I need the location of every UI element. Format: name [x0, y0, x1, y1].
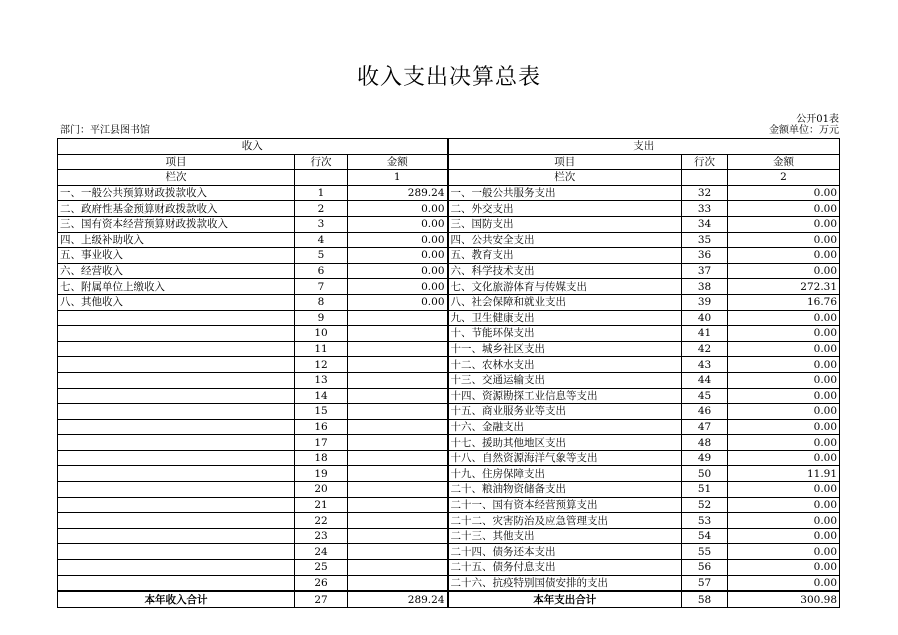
income-line-no: 16 — [295, 419, 348, 435]
income-amount: 0.00 — [348, 232, 448, 248]
expense-line-no: 53 — [682, 513, 728, 529]
income-amount — [348, 341, 448, 357]
income-amount — [348, 388, 448, 404]
income-total-line: 27 — [295, 591, 348, 607]
table-row — [58, 482, 840, 498]
expense-line-no: 38 — [682, 279, 728, 295]
table-row — [58, 419, 840, 435]
income-line-no: 14 — [295, 388, 348, 404]
income-line-no: 24 — [295, 544, 348, 560]
income-amount: 0.00 — [348, 279, 448, 295]
expense-amount: 0.00 — [728, 513, 840, 529]
income-line-no: 7 — [295, 279, 348, 295]
table-row — [58, 575, 840, 591]
expense-line-no: 56 — [682, 560, 728, 576]
income-amount — [348, 326, 448, 342]
table-row — [58, 279, 840, 295]
income-amount — [348, 482, 448, 498]
income-amount: 0.00 — [348, 248, 448, 264]
expense-amount: 272.31 — [728, 279, 840, 295]
expense-line-no: 46 — [682, 404, 728, 420]
table-row — [58, 404, 840, 420]
income-amount: 0.00 — [348, 216, 448, 232]
income-item-header: 项目 — [58, 154, 295, 170]
expense-item-name: 二十三、其他支出 — [448, 528, 682, 544]
expense-item-name: 十二、农林水支出 — [448, 357, 682, 373]
income-line-header: 行次 — [295, 154, 348, 170]
income-item-name: 四、上级补助收入 — [58, 232, 295, 248]
expense-line-no: 45 — [682, 388, 728, 404]
expense-amount: 0.00 — [728, 201, 840, 217]
expense-item-name: 十、节能环保支出 — [448, 326, 682, 342]
income-amount-header: 金额 — [348, 154, 448, 170]
expense-item-name: 八、社会保障和就业支出 — [448, 294, 682, 310]
expense-item-name: 五、教育支出 — [448, 248, 682, 264]
expense-amount: 0.00 — [728, 435, 840, 451]
income-line-no: 3 — [295, 216, 348, 232]
expense-amount: 0.00 — [728, 326, 840, 342]
expense-item-name: 二十、粮油物资储备支出 — [448, 482, 682, 498]
expense-total-label: 本年支出合计 — [448, 591, 682, 607]
unit-label: 金额单位：万元 — [769, 125, 839, 136]
expense-item-name: 十六、金融支出 — [448, 419, 682, 435]
table-row — [58, 185, 840, 201]
table-row — [58, 294, 840, 310]
expense-item-name: 二十六、抗疫特别国债安排的支出 — [448, 575, 682, 591]
income-amount — [348, 560, 448, 576]
table-row — [58, 528, 840, 544]
table-row — [58, 497, 840, 513]
income-item-name: 六、经营收入 — [58, 263, 295, 279]
expense-item-name: 一、一般公共服务支出 — [448, 185, 682, 201]
income-line-no: 5 — [295, 248, 348, 264]
expense-amount: 0.00 — [728, 482, 840, 498]
expense-line-no: 39 — [682, 294, 728, 310]
expense-item-name: 七、文化旅游体育与传媒支出 — [448, 279, 682, 295]
expense-section-header: 支出 — [448, 139, 840, 155]
expense-amount: 0.00 — [728, 263, 840, 279]
income-line-no: 9 — [295, 310, 348, 326]
income-amount — [348, 575, 448, 591]
income-item-name — [58, 513, 295, 529]
income-item-name — [58, 544, 295, 560]
income-amount — [348, 513, 448, 529]
income-total-label: 本年收入合计 — [58, 591, 295, 607]
expense-item-name: 二十四、债务还本支出 — [448, 544, 682, 560]
expense-amount: 11.91 — [728, 466, 840, 482]
income-line-no: 1 — [295, 185, 348, 201]
table-row — [58, 216, 840, 232]
expense-line-no: 50 — [682, 466, 728, 482]
income-item-name — [58, 435, 295, 451]
expense-index-blank — [682, 170, 728, 186]
income-amount — [348, 450, 448, 466]
income-amount: 0.00 — [348, 294, 448, 310]
expense-amount: 16.76 — [728, 294, 840, 310]
income-line-no: 22 — [295, 513, 348, 529]
income-item-name — [58, 404, 295, 420]
income-item-name — [58, 450, 295, 466]
expense-amount: 0.00 — [728, 232, 840, 248]
section-header-row — [58, 139, 840, 155]
income-amount — [348, 357, 448, 373]
table-row — [58, 388, 840, 404]
expense-item-name: 三、国防支出 — [448, 216, 682, 232]
table-row — [58, 560, 840, 576]
expense-item-name: 十三、交通运输支出 — [448, 372, 682, 388]
expense-item-name: 十九、住房保障支出 — [448, 466, 682, 482]
income-line-no: 20 — [295, 482, 348, 498]
income-item-name: 三、国有资本经营预算财政拨款收入 — [58, 216, 295, 232]
expense-amount: 0.00 — [728, 185, 840, 201]
expense-line-no: 40 — [682, 310, 728, 326]
expense-total-amount: 300.98 — [728, 591, 840, 607]
expense-item-name: 二、外交支出 — [448, 201, 682, 217]
income-line-no: 6 — [295, 263, 348, 279]
expense-line-no: 44 — [682, 372, 728, 388]
expense-line-no: 35 — [682, 232, 728, 248]
table-row — [58, 357, 840, 373]
expense-amount: 0.00 — [728, 544, 840, 560]
table-row — [58, 435, 840, 451]
expense-line-header: 行次 — [682, 154, 728, 170]
expense-line-no: 47 — [682, 419, 728, 435]
expense-line-no: 37 — [682, 263, 728, 279]
income-item-name — [58, 326, 295, 342]
income-line-no: 8 — [295, 294, 348, 310]
table-row — [58, 513, 840, 529]
expense-item-name: 四、公共安全支出 — [448, 232, 682, 248]
income-item-name — [58, 310, 295, 326]
income-item-name — [58, 419, 295, 435]
income-amount — [348, 497, 448, 513]
expense-amount: 0.00 — [728, 450, 840, 466]
income-line-no: 19 — [295, 466, 348, 482]
form-code: 公开01表 — [796, 114, 839, 125]
income-item-name — [58, 575, 295, 591]
table-row — [58, 310, 840, 326]
income-item-name — [58, 466, 295, 482]
expense-line-no: 48 — [682, 435, 728, 451]
table-row — [58, 450, 840, 466]
income-line-no: 11 — [295, 341, 348, 357]
expense-item-name: 六、科学技术支出 — [448, 263, 682, 279]
income-index-blank — [295, 170, 348, 186]
income-item-name: 一、一般公共预算财政拨款收入 — [58, 185, 295, 201]
table-row — [58, 341, 840, 357]
department-label: 部门：平江县图书馆 — [60, 125, 150, 136]
income-item-name — [58, 341, 295, 357]
table-row — [58, 544, 840, 560]
income-expense-table — [57, 138, 840, 608]
income-col-index: 1 — [348, 170, 448, 186]
income-item-name — [58, 482, 295, 498]
income-amount: 289.24 — [348, 185, 448, 201]
table-row — [58, 263, 840, 279]
expense-item-name: 十八、自然资源海洋气象等支出 — [448, 450, 682, 466]
income-total-amount: 289.24 — [348, 591, 448, 607]
totals-row — [58, 591, 840, 607]
income-amount — [348, 466, 448, 482]
expense-item-name: 二十二、灾害防治及应急管理支出 — [448, 513, 682, 529]
income-line-no: 25 — [295, 560, 348, 576]
expense-amount: 0.00 — [728, 528, 840, 544]
expense-line-no: 55 — [682, 544, 728, 560]
expense-amount: 0.00 — [728, 357, 840, 373]
income-amount: 0.00 — [348, 201, 448, 217]
income-amount: 0.00 — [348, 263, 448, 279]
income-section-header: 收入 — [58, 139, 448, 155]
table-row — [58, 232, 840, 248]
income-item-name — [58, 560, 295, 576]
income-amount — [348, 528, 448, 544]
income-line-no: 21 — [295, 497, 348, 513]
expense-amount: 0.00 — [728, 419, 840, 435]
income-line-no: 13 — [295, 372, 348, 388]
income-item-name: 八、其他收入 — [58, 294, 295, 310]
income-amount — [348, 435, 448, 451]
expense-amount: 0.00 — [728, 310, 840, 326]
expense-line-no: 36 — [682, 248, 728, 264]
expense-line-no: 52 — [682, 497, 728, 513]
income-item-name — [58, 357, 295, 373]
expense-amount: 0.00 — [728, 248, 840, 264]
expense-line-no: 32 — [682, 185, 728, 201]
income-line-no: 17 — [295, 435, 348, 451]
table-row — [58, 326, 840, 342]
income-line-no: 12 — [295, 357, 348, 373]
expense-amount: 0.00 — [728, 216, 840, 232]
expense-item-name: 十五、商业服务业等支出 — [448, 404, 682, 420]
expense-line-no: 57 — [682, 575, 728, 591]
expense-total-line: 58 — [682, 591, 728, 607]
table-row — [58, 372, 840, 388]
income-item-name: 七、附属单位上缴收入 — [58, 279, 295, 295]
income-item-name — [58, 388, 295, 404]
income-line-no: 4 — [295, 232, 348, 248]
expense-amount: 0.00 — [728, 575, 840, 591]
income-item-name — [58, 497, 295, 513]
page-title: 收入支出决算总表 — [356, 65, 541, 90]
table-row — [58, 466, 840, 482]
expense-amount: 0.00 — [728, 404, 840, 420]
expense-amount: 0.00 — [728, 497, 840, 513]
expense-item-name: 二十五、债务付息支出 — [448, 560, 682, 576]
table-row — [58, 201, 840, 217]
expense-item-name: 九、卫生健康支出 — [448, 310, 682, 326]
expense-line-no: 34 — [682, 216, 728, 232]
expense-amount: 0.00 — [728, 388, 840, 404]
income-line-no: 2 — [295, 201, 348, 217]
expense-line-no: 49 — [682, 450, 728, 466]
income-line-no: 23 — [295, 528, 348, 544]
income-line-no: 15 — [295, 404, 348, 420]
expense-item-name: 十一、城乡社区支出 — [448, 341, 682, 357]
expense-line-no: 54 — [682, 528, 728, 544]
expense-line-no: 42 — [682, 341, 728, 357]
expense-item-name: 十七、援助其他地区支出 — [448, 435, 682, 451]
income-line-no: 10 — [295, 326, 348, 342]
income-amount — [348, 419, 448, 435]
income-amount — [348, 310, 448, 326]
expense-amount: 0.00 — [728, 372, 840, 388]
expense-item-header: 项目 — [448, 154, 682, 170]
income-item-name — [58, 372, 295, 388]
income-amount — [348, 404, 448, 420]
income-item-name — [58, 528, 295, 544]
income-line-no: 18 — [295, 450, 348, 466]
income-amount — [348, 372, 448, 388]
expense-line-no: 41 — [682, 326, 728, 342]
column-index-row — [58, 170, 840, 186]
expense-item-name: 二十一、国有资本经营预算支出 — [448, 497, 682, 513]
income-amount — [348, 544, 448, 560]
expense-col-index: 2 — [728, 170, 840, 186]
expense-amount-header: 金额 — [728, 154, 840, 170]
table-row — [58, 248, 840, 264]
expense-line-no: 51 — [682, 482, 728, 498]
expense-item-name: 十四、资源勘探工业信息等支出 — [448, 388, 682, 404]
income-item-name: 五、事业收入 — [58, 248, 295, 264]
income-line-no: 26 — [295, 575, 348, 591]
income-item-name: 二、政府性基金预算财政拨款收入 — [58, 201, 295, 217]
expense-amount: 0.00 — [728, 341, 840, 357]
expense-line-no: 43 — [682, 357, 728, 373]
income-index-label: 栏次 — [58, 170, 295, 186]
expense-line-no: 33 — [682, 201, 728, 217]
expense-index-label: 栏次 — [448, 170, 682, 186]
column-header-row — [58, 154, 840, 170]
expense-amount: 0.00 — [728, 560, 840, 576]
